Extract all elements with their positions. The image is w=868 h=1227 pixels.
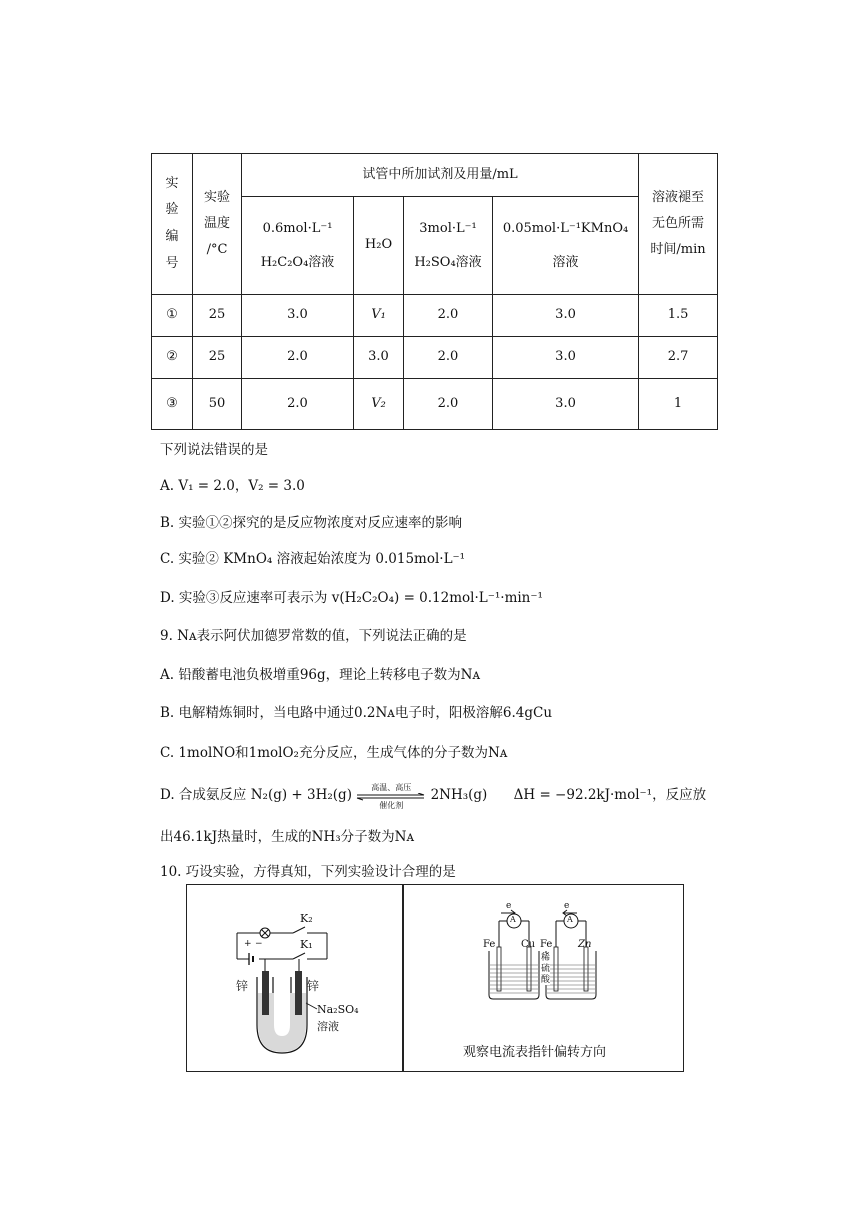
arrow-condition-bottom: 催化剂	[379, 800, 404, 810]
electron-flow-label-1: e	[506, 901, 512, 911]
cell-kmno4: 3.0	[493, 295, 639, 337]
header-h2so4: 3mol·L⁻¹ H₂SO₄溶液	[404, 197, 493, 295]
q8-option-c: C. 实验② KMnO₄ 溶液起始浓度为 0.015mol·L⁻¹	[160, 551, 466, 567]
electron-flow-label-2: e	[564, 901, 570, 911]
arrow-condition-top: 高温、高压	[371, 782, 412, 792]
q9-option-d	[160, 782, 707, 810]
cell-h2so4: 2.0	[404, 337, 493, 379]
cell-kmno4: 3.0	[493, 337, 639, 379]
cell-no: ①	[152, 295, 193, 337]
header-temperature: 实验 温度 /°C	[193, 154, 242, 295]
ammeter-label-1: A	[510, 915, 516, 924]
q9-d-reactants: D. 合成氨反应 N₂(g) + 3H₂(g)	[160, 787, 352, 803]
cell-h2o: V₁	[354, 295, 404, 337]
right-figure-caption: 观察电流表指针偏转方向	[463, 1045, 607, 1060]
q8-option-d: D. 实验③反应速率可表示为 v(H₂C₂O₄) = 0.12mol·L⁻¹·min⁻¹	[160, 590, 543, 606]
cell-temp: 50	[193, 379, 242, 430]
cell-time: 2.7	[639, 337, 718, 379]
q8-option-a: A. V₁ = 2.0，V₂ = 3.0	[160, 478, 305, 494]
table-row	[152, 379, 718, 430]
header-kmno4: 0.05mol·L⁻¹KMnO₄ 溶液	[493, 197, 639, 295]
experiment-table	[151, 153, 718, 430]
cell-temp: 25	[193, 337, 242, 379]
switch-k2-label: K₂	[300, 912, 313, 925]
cell-h2c2o4: 2.0	[242, 379, 354, 430]
electrode-cu-label: Cu	[521, 939, 536, 950]
right-electrode-label: 锌	[307, 979, 320, 993]
battery-plus-label: +	[244, 939, 252, 949]
cell-h2so4: 2.0	[404, 295, 493, 337]
q9-option-d-continued: 出46.1kJ热量时，生成的NH₃分子数为Nᴀ	[160, 829, 415, 845]
header-h2o: H₂O	[354, 197, 404, 295]
q9-option-c: C. 1molNO和1molO₂充分反应，生成气体的分子数为Nᴀ	[160, 745, 508, 761]
ammeter-label-2: A	[567, 915, 573, 924]
cell-h2o: V₂	[354, 379, 404, 430]
cell-kmno4: 3.0	[493, 379, 639, 430]
solution-label: Na₂SO₄	[317, 1003, 359, 1016]
q9-d-enthalpy: ΔH = −92.2kJ·mol⁻¹，反应放	[513, 787, 707, 803]
q10-stem: 10. 巧设实验，方得真知，下列实验设计合理的是	[160, 864, 456, 880]
reaction-arrow	[356, 782, 426, 810]
q9-option-a: A. 铅酸蓄电池负极增重96g，理论上转移电子数为Nᴀ	[160, 667, 481, 683]
battery-minus-label: −	[255, 939, 263, 949]
q8-stem: 下列说法错误的是	[160, 442, 268, 458]
electrode-fe-label-1: Fe	[483, 939, 496, 950]
cell-h2c2o4: 3.0	[242, 295, 354, 337]
left-electrode-label: 锌	[236, 979, 249, 993]
table-row	[152, 337, 718, 379]
cell-time: 1	[639, 379, 718, 430]
table-row	[152, 295, 718, 337]
switch-k1-label: K₁	[300, 938, 313, 951]
acid-label: 稀 硫 酸	[541, 953, 551, 985]
electrode-zn-label: Zn	[578, 939, 592, 950]
header-reagent-group: 试管中所加试剂及用量/mL	[242, 154, 639, 197]
cell-h2o: 3.0	[354, 337, 404, 379]
cell-h2c2o4: 2.0	[242, 337, 354, 379]
solution-label-2: 溶液	[317, 1020, 339, 1033]
header-h2c2o4: 0.6mol·L⁻¹ H₂C₂O₄溶液	[242, 197, 354, 295]
header-fade-time: 溶液褪至 无色所需 时间/min	[639, 154, 718, 295]
electrode-fe-label-2: Fe	[540, 939, 553, 950]
cell-no: ③	[152, 379, 193, 430]
cell-no: ②	[152, 337, 193, 379]
header-experiment-no: 实 验 编 号	[152, 154, 193, 295]
q9-stem: 9. Nᴀ表示阿伏加德罗常数的值，下列说法正确的是	[160, 628, 467, 644]
cell-time: 1.5	[639, 295, 718, 337]
q9-d-products: 2NH₃(g)	[430, 787, 488, 803]
q10-figure-frame	[186, 884, 684, 1072]
cell-temp: 25	[193, 295, 242, 337]
electrolysis-diagram	[187, 885, 401, 1069]
cell-h2so4: 2.0	[404, 379, 493, 430]
q9-option-b: B. 电解精炼铜时，当电路中通过0.2Nᴀ电子时，阳极溶解6.4gCu	[160, 705, 553, 721]
q8-option-b: B. 实验①②探究的是反应物浓度对反应速率的影响	[160, 515, 463, 531]
